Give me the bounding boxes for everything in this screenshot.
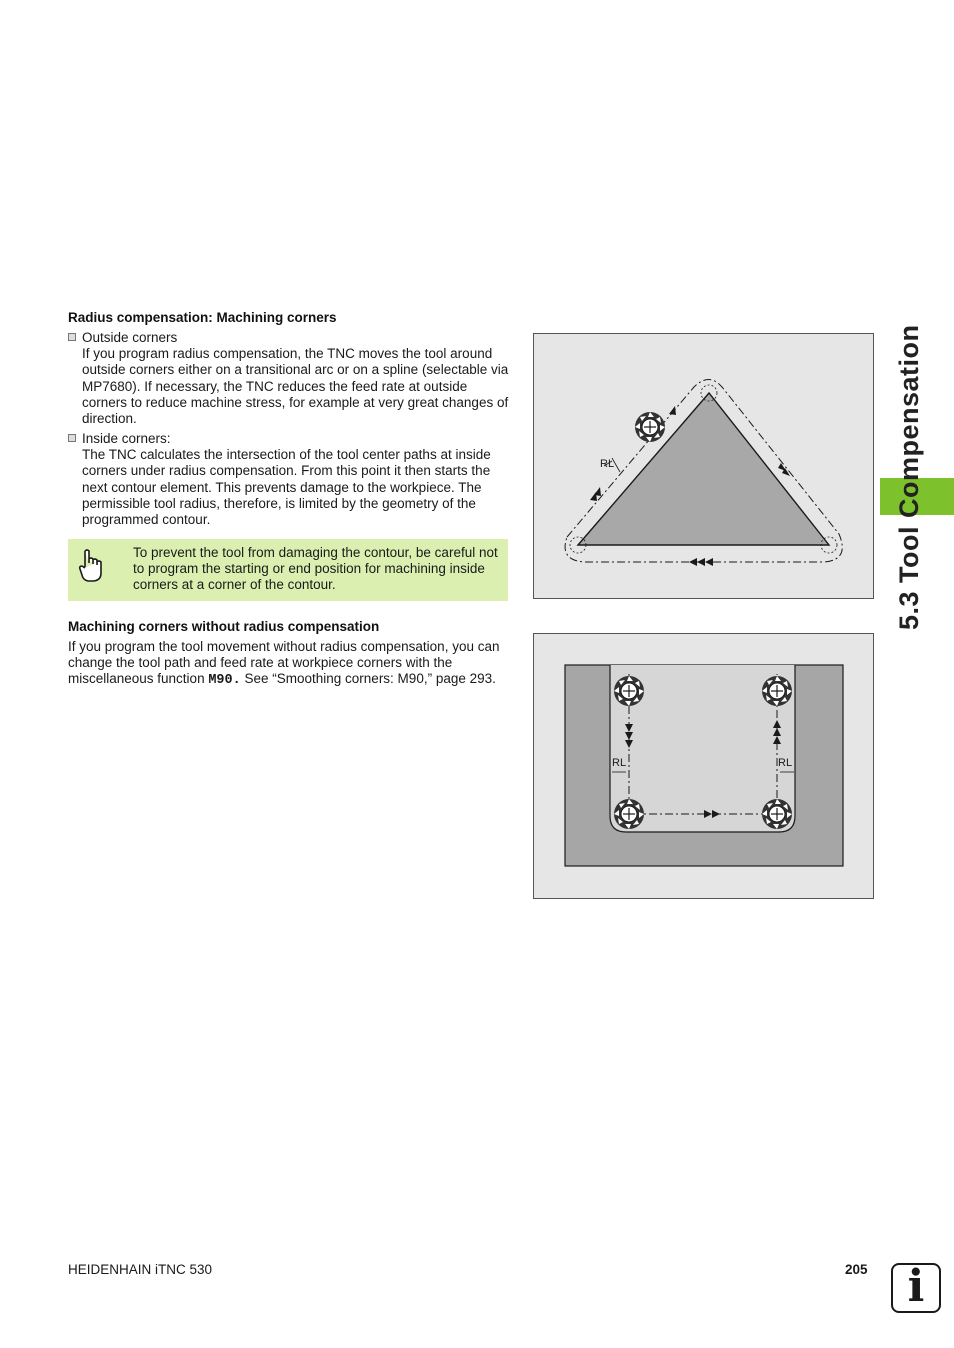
footer-product: HEIDENHAIN iTNC 530 [68,1262,213,1277]
page-number: 205 [845,1262,868,1277]
pocket-diagram [534,634,873,898]
code-m90: M90. [208,673,241,689]
tip-text: To prevent the tool from damaging the contour, be careful not to program the starting or end position for machining inside corners at a corner of the contour. [133,545,498,593]
list-item-title: Outside corners [82,330,178,345]
bullet-square-icon [68,434,76,442]
list-item [68,330,510,427]
rl-label-right: RL [778,757,793,769]
bullet-square-icon [68,333,76,341]
milling-cutter-icon [635,412,665,442]
paragraph-text: See “Smoothing corners: M90,” page 293. [240,671,496,687]
rl-label: RL [600,458,615,470]
triangle-diagram [534,334,873,598]
milling-cutter-icon [762,799,792,829]
tip-box [68,539,508,601]
list-item-body: The TNC calculates the intersection of the tool center paths at inside corners under radius compensation. From this point it then starts the next contour element. This prevents damage to the workpiece. The permissible tool radius, therefore, is limited by the geometry of the programmed contour. [82,447,491,528]
milling-cutter-icon [614,676,644,706]
pointing-hand-icon [78,549,104,583]
info-glyph: i [907,1261,925,1312]
milling-cutter-icon [614,799,644,829]
info-icon [891,1263,941,1313]
paragraph [68,639,510,690]
figure-without-compensation [533,633,874,899]
list-item [68,431,510,528]
section-heading: Radius compensation: Machining corners [68,310,337,325]
list-item-body: If you program radius compensation, the TNC moves the tool around outside corners either on a transitional arc or on a spline (selectable via MP7680). If necessary, the TNC reduces the feed rate at outside corners to reduce machine stress, for example at very great changes of direction. [82,346,509,427]
list-item-title: Inside corners: [82,431,171,446]
section-heading: Machining corners without radius compensation [68,619,380,634]
milling-cutter-icon [762,676,792,706]
chapter-title: 5.3 Tool Compensation [894,324,924,630]
figure-outside-corners [533,333,874,599]
paragraph-text: If you program the tool movement without radius compensation, you can change the tool path and feed rate at workpiece corners with the miscellaneous function [68,639,500,687]
rl-label-left: RL [612,757,627,769]
